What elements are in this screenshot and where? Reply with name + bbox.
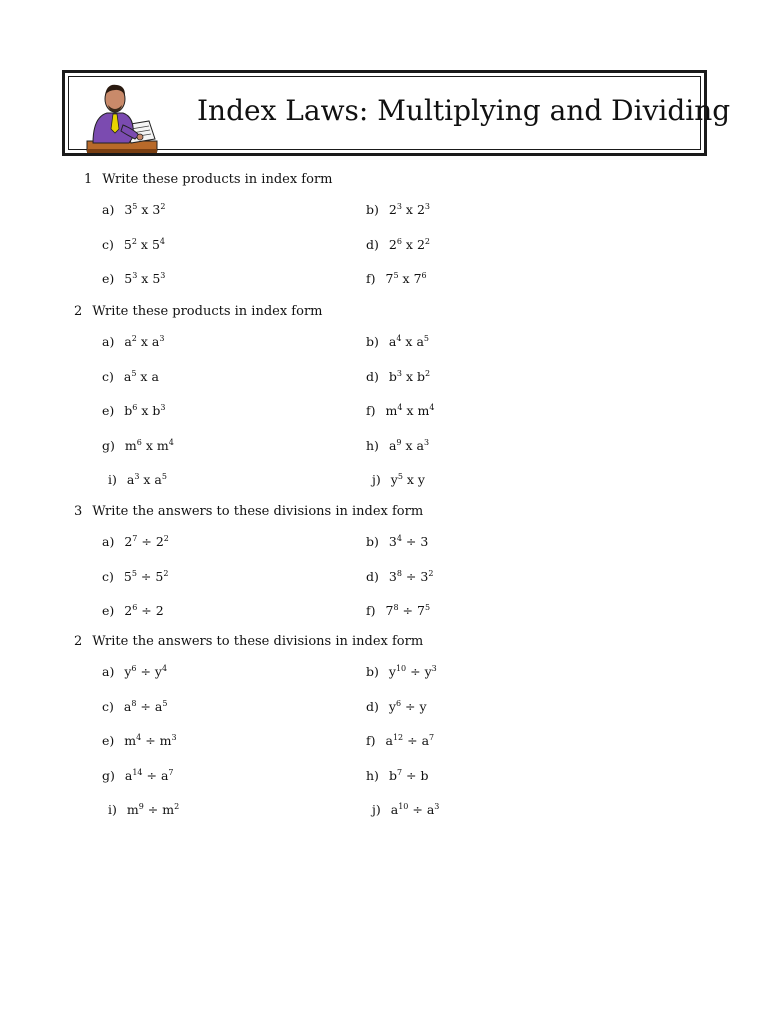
exercise-item [102, 664, 167, 679]
item-expression: $b^6$ x $b^3$ [124, 403, 166, 418]
item-expression: $2^6$ x $2^2$ [388, 236, 430, 252]
exercise-item [366, 202, 430, 217]
exercise-item [102, 369, 159, 384]
exercise-item [102, 733, 177, 748]
item-expression: $a^{14} \div a^7$ [124, 767, 174, 783]
page-title: Index Laws: Multiplying and Dividing [197, 94, 731, 127]
question-number: 2 [74, 634, 83, 649]
item-expression: $a^8 \div a^5$ [123, 698, 168, 714]
item-label: i) [108, 802, 117, 817]
question-heading [74, 504, 423, 519]
exercise-item [366, 768, 428, 783]
item-label: b) [366, 334, 379, 349]
item-expression: $3^5$ x $3^2$ [124, 202, 166, 217]
exercise-item [108, 472, 167, 487]
item-expression: $a^{12} \div a^7$ [385, 733, 435, 748]
title-banner [62, 70, 731, 156]
item-expression: $a^3$ x $a^5$ [126, 472, 167, 487]
exercise-item [366, 334, 429, 349]
item-label: f) [366, 271, 376, 286]
exercise-item [366, 569, 433, 584]
item-expression: $2^6 \div 2$ [124, 603, 164, 618]
item-label: e) [102, 403, 115, 418]
exercise-item [366, 271, 427, 286]
item-label: c) [102, 698, 114, 714]
item-label: a) [102, 664, 115, 679]
item-expression: $m^9 \div m^2$ [126, 802, 180, 817]
item-label: g) [102, 767, 115, 783]
item-label: f) [366, 603, 376, 618]
exercise-item [102, 202, 165, 217]
question-number: 3 [74, 504, 83, 519]
exercise-item [102, 237, 165, 252]
exercise-item [366, 369, 430, 384]
item-expression: $y^5$ x y [390, 472, 425, 487]
item-expression: $3^8 \div 3^2$ [388, 568, 434, 584]
item-expression: $a^4$ x $a^5$ [388, 334, 429, 349]
item-expression: $7^8 \div 7^5$ [385, 603, 431, 618]
item-label: h) [366, 437, 379, 453]
item-expression: $m^4$ x $m^4$ [385, 403, 435, 418]
item-label: c) [102, 568, 114, 584]
item-expression: $b^3$ x $b^2$ [388, 368, 431, 384]
item-expression: $a^9$ x $a^3$ [388, 437, 430, 453]
title-banner-inner [68, 76, 731, 150]
item-label: b) [366, 664, 379, 679]
item-expression: $y^6 \div y^4$ [124, 664, 168, 679]
item-expression: $a^5$ x a [123, 368, 159, 384]
item-label: d) [366, 568, 379, 584]
exercise-item [102, 603, 164, 618]
item-label: b) [366, 202, 379, 217]
item-expression: $b^7 \div b$ [388, 767, 429, 783]
exercise-item [372, 802, 439, 817]
question-number: 2 [74, 304, 83, 319]
exercise-item [102, 569, 168, 584]
item-expression: $5^2$ x $5^4$ [123, 236, 165, 252]
exercise-item [366, 699, 427, 714]
item-label: a) [102, 334, 115, 349]
item-label: f) [366, 733, 376, 748]
exercise-item [102, 403, 166, 418]
item-label: d) [366, 698, 379, 714]
item-label: d) [366, 368, 379, 384]
teacher-clipart-icon [83, 77, 163, 155]
exercise-item [102, 534, 169, 549]
item-label: g) [102, 437, 115, 453]
exercise-item [102, 699, 167, 714]
exercise-item [366, 603, 430, 618]
question-instruction: Write these products in index form [92, 304, 323, 319]
question-instruction: Write the answers to these divisions in index form [92, 634, 424, 649]
question-heading [74, 304, 323, 319]
exercise-item [372, 472, 425, 487]
item-expression: $7^5$ x $7^6$ [385, 271, 427, 286]
question-number: 1 [84, 172, 93, 187]
item-label: e) [102, 733, 115, 748]
item-label: j) [372, 472, 381, 487]
exercise-item [366, 664, 437, 679]
item-expression: $y^{10} \div y^3$ [388, 664, 437, 679]
item-expression: $5^5 \div 5^2$ [123, 568, 169, 584]
item-label: f) [366, 403, 376, 418]
item-label: h) [366, 767, 379, 783]
exercise-item [102, 271, 165, 286]
exercise-item [366, 534, 428, 549]
item-label: d) [366, 236, 379, 252]
item-expression: $2^3$ x $2^3$ [388, 202, 430, 217]
item-label: a) [102, 534, 115, 549]
item-label: b) [366, 534, 379, 549]
exercise-item [366, 237, 430, 252]
exercise-item [102, 334, 164, 349]
item-expression: $2^7 \div 2^2$ [124, 534, 169, 549]
exercise-item [102, 768, 174, 783]
item-expression: $y^6 \div y$ [388, 698, 427, 714]
item-label: a) [102, 202, 115, 217]
item-expression: $a^{10} \div a^3$ [390, 802, 440, 817]
item-label: e) [102, 271, 115, 286]
item-label: j) [372, 802, 381, 817]
exercise-item [366, 438, 429, 453]
item-label: c) [102, 236, 114, 252]
exercise-item [102, 438, 174, 453]
item-expression: $5^3$ x $5^3$ [124, 271, 166, 286]
item-label: i) [108, 472, 117, 487]
question-heading [74, 634, 423, 649]
question-heading [84, 172, 333, 187]
item-expression: $m^4 \div m^3$ [124, 733, 177, 748]
question-instruction: Write these products in index form [102, 172, 333, 187]
exercise-item [366, 403, 434, 418]
item-expression: $3^4 \div 3$ [388, 534, 429, 549]
item-label: c) [102, 368, 114, 384]
item-label: e) [102, 603, 115, 618]
item-expression: $m^6$ x $m^4$ [124, 437, 174, 453]
question-instruction: Write the answers to these divisions in index form [92, 504, 424, 519]
item-expression: $a^2$ x $a^3$ [124, 334, 165, 349]
exercise-item [108, 802, 179, 817]
exercise-item [366, 733, 434, 748]
